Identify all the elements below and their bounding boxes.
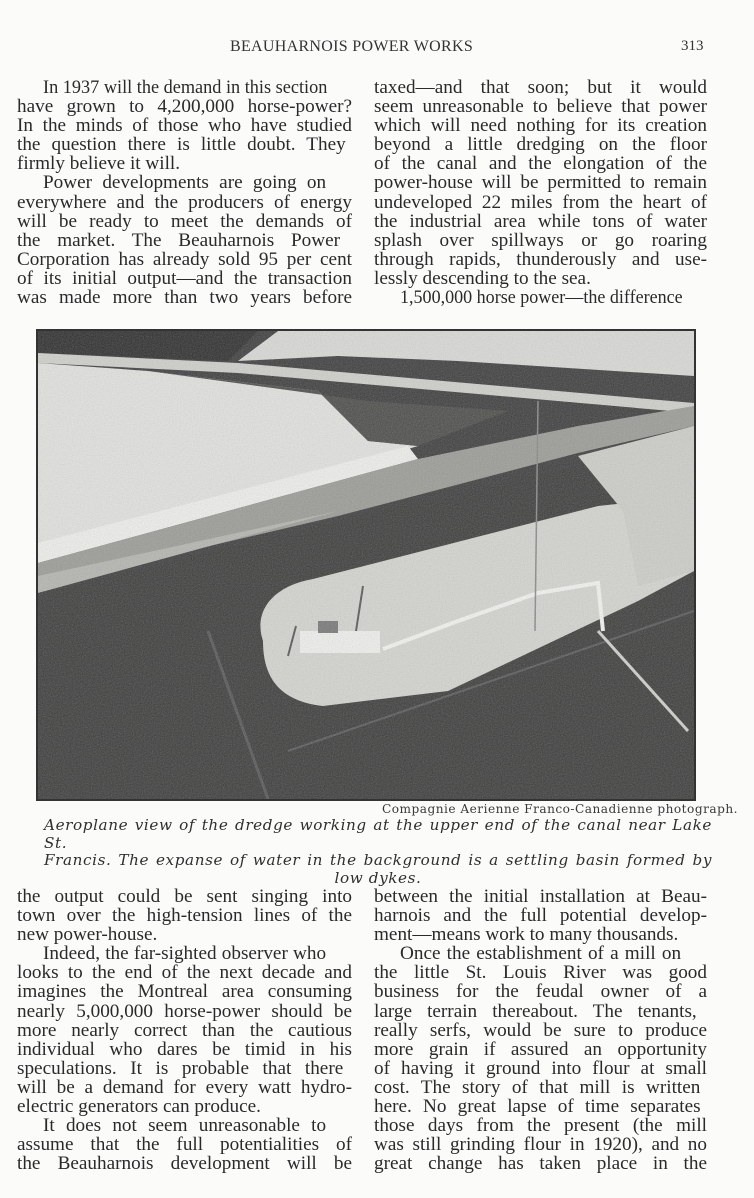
- page-header: [0, 38, 754, 60]
- text-line: the question there is little doubt. They: [17, 134, 346, 156]
- text-line: was made more than two years before: [17, 287, 352, 309]
- text-line: which will need nothing for its creation: [374, 115, 707, 137]
- text-line: Power developments are going on: [43, 172, 327, 194]
- text-line: In the minds of those who have studied: [17, 115, 352, 137]
- text-line: will be a demand for every watt hydro-: [17, 1076, 352, 1098]
- caption-line: low dykes.: [334, 868, 422, 887]
- text-line: more grain if assured an opportunity: [374, 1038, 707, 1060]
- text-line: assume that the full potentialities of: [17, 1134, 352, 1156]
- photo-grain: [38, 331, 694, 799]
- figure-caption: [44, 817, 712, 887]
- text-line: the industrial area while tons of water: [374, 210, 707, 232]
- text-line: the market. The Beauharnois Power: [17, 229, 341, 251]
- text-line: 1,500,000 horse power—the difference: [400, 287, 683, 309]
- aerial-photo: [36, 329, 696, 801]
- text-line: of its initial output—and the transaction: [17, 267, 352, 289]
- text-line: It does not seem unreasonable to: [43, 1115, 327, 1137]
- text-line: beyond a little dredging on the floor: [374, 134, 707, 156]
- text-line: firmly believe it will.: [17, 153, 181, 175]
- text-line: speculations. It is probable that there: [17, 1057, 344, 1079]
- aerial-photo-illustration: [38, 331, 694, 799]
- photo-credit: Compagnie Aerienne Franco-Canadienne photograph.: [382, 801, 738, 816]
- text-line: great change has taken place in the: [374, 1153, 707, 1175]
- caption-line: Francis. The expanse of water in the background is a settling basin formed by: [44, 851, 712, 869]
- text-line: more nearly correct than the cautious: [17, 1019, 352, 1041]
- text-line: of the canal and the elongation of the: [374, 153, 707, 175]
- caption-line: Aeroplane view of the dredge working at the upper end of the canal near Lake St.: [44, 816, 712, 852]
- text-line: electric generators can produce.: [17, 1096, 261, 1118]
- text-line: the output could be sent singing into: [17, 886, 352, 907]
- text-line: cost. The story of that mill is written: [374, 1076, 701, 1098]
- page-number: 313: [681, 38, 704, 54]
- text-line: really serfs, would be sure to produce: [374, 1019, 707, 1041]
- text-line: individual who dares be timid in his: [17, 1038, 352, 1060]
- text-line: business for the feudal owner of a: [374, 981, 707, 1003]
- text-line: Indeed, the far-sighted observer who: [43, 943, 327, 965]
- text-line: Once the establishment of a mill on: [400, 943, 682, 965]
- text-line: those days from the present (the mill: [374, 1115, 707, 1137]
- running-title: BEAUHARNOIS POWER WORKS: [230, 38, 474, 55]
- text-line: through rapids, thunderously and use-: [374, 248, 707, 270]
- text-line: imagines the Montreal area consuming: [17, 981, 352, 1003]
- text-line: will be ready to meet the demands of: [17, 210, 352, 232]
- text-line: seem unreasonable to believe that power: [374, 96, 707, 118]
- text-line: In 1937 will the demand in this section: [43, 77, 328, 98]
- text-line: nearly 5,000,000 horse-power should be: [17, 1000, 352, 1022]
- text-line: the Beauharnois development will be: [17, 1153, 352, 1175]
- text-line: looks to the end of the next decade and: [17, 962, 352, 984]
- text-line: splash over spillways or go roaring: [374, 229, 707, 251]
- text-line: here. No great lapse of time separates: [374, 1096, 701, 1118]
- text-line: harnois and the full potential develop-: [374, 905, 707, 927]
- column-bottom-left: [17, 887, 352, 1173]
- text-line: taxed—and that soon; but it would: [374, 77, 707, 98]
- text-line: the little St. Louis River was good: [374, 962, 707, 984]
- text-line: new power-house.: [17, 924, 158, 946]
- text-line: power-house will be permitted to remain: [374, 172, 707, 194]
- text-line: of having it ground into flour at small: [374, 1057, 707, 1079]
- text-line: ment—means work to many thousands.: [374, 924, 679, 946]
- text-line: between the initial installation at Beau-: [374, 886, 707, 907]
- text-line: large terrain thereabout. The tenants,: [374, 1000, 697, 1022]
- text-line: was still grinding flour in 1920), and no: [374, 1134, 707, 1156]
- column-top-right: [374, 78, 707, 307]
- column-bottom-right: [374, 887, 707, 1173]
- text-line: Corporation has already sold 95 per cent: [17, 248, 352, 270]
- text-line: have grown to 4,200,000 horse-power?: [17, 96, 352, 118]
- text-line: undeveloped 22 miles from the heart of: [374, 191, 707, 213]
- column-top-left: [17, 78, 352, 307]
- text-line: town over the high-tension lines of the: [17, 905, 352, 927]
- text-line: lessly descending to the sea.: [374, 267, 591, 289]
- text-line: everywhere and the producers of energy: [17, 191, 352, 213]
